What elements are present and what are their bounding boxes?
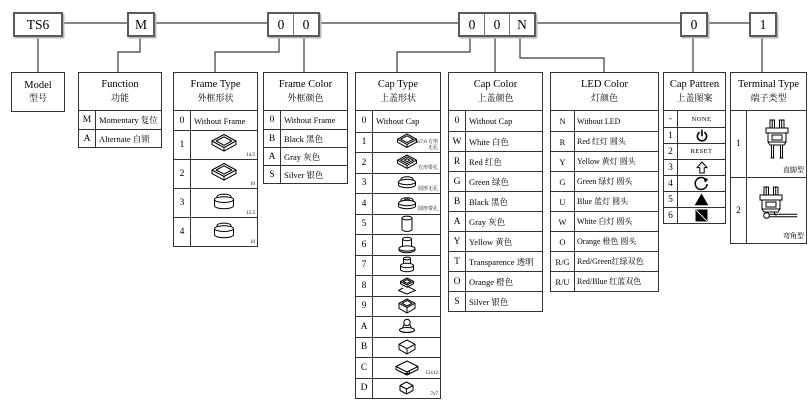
straight-pin-switch-icon: [758, 118, 796, 170]
row-code: N: [551, 111, 575, 131]
row-value: [373, 194, 440, 214]
code-cell: 1: [759, 16, 767, 32]
row-label: Red/Blue 红蓝双色: [577, 277, 642, 286]
table-row: [264, 111, 347, 129]
row-value: [281, 166, 347, 183]
table-title: LED Color: [581, 79, 628, 91]
row-label: Yellow 黄灯 圆头: [577, 157, 636, 166]
row-code: G: [551, 172, 575, 191]
row-value: [747, 111, 806, 177]
row-value: [466, 252, 542, 271]
row-code: 6: [356, 235, 373, 255]
table-header: [449, 73, 542, 111]
row-note: 12x12: [425, 371, 438, 376]
table-row: [449, 211, 542, 231]
row-value: [281, 148, 347, 165]
row-value: [678, 192, 725, 207]
row-code: 2: [731, 178, 747, 243]
row-value: [678, 176, 725, 191]
row-value: [466, 132, 542, 151]
code-cell: 0: [484, 14, 509, 35]
table-row: [356, 132, 440, 153]
table-title: Cap Type: [377, 79, 419, 91]
row-label: Gray 灰色: [284, 151, 321, 162]
cube-cap-icon: [397, 339, 417, 356]
row-value: [575, 192, 658, 211]
code-cell: TS6: [26, 16, 50, 32]
table-row: [264, 129, 347, 147]
row-value: [466, 272, 542, 291]
code-cell: N: [509, 14, 534, 35]
row-code: B: [449, 192, 466, 211]
row-value: [678, 111, 725, 127]
table-subtitle: 上盖形状: [379, 92, 416, 103]
table-row: [356, 152, 440, 173]
row-code: 9: [356, 297, 373, 317]
table-row: [731, 111, 806, 177]
table-row: [264, 165, 347, 183]
table-frame-type: [173, 72, 258, 247]
row-code: S: [264, 166, 281, 183]
row-value: [575, 252, 658, 271]
row-code: R/U: [551, 272, 575, 291]
beveled-cube-cap-icon: [397, 298, 417, 315]
table-row: [174, 130, 257, 159]
table-row: [449, 131, 542, 151]
row-code: 8: [356, 276, 373, 296]
row-note: 10: [250, 239, 255, 245]
row-value: [281, 111, 347, 129]
table-title: Frame Type: [190, 79, 241, 91]
code-box-model: [13, 12, 63, 37]
row-value: [373, 133, 440, 153]
row-label: Silver 银色: [469, 296, 509, 307]
row-code: R: [449, 152, 466, 171]
row-code: 0: [264, 111, 281, 129]
table-row: [664, 127, 725, 143]
row-value: [575, 152, 658, 171]
row-label: Black 黑色: [469, 196, 508, 207]
table-row: [79, 111, 161, 129]
table-header: [731, 73, 806, 111]
table-model: [11, 72, 65, 112]
row-code: S: [449, 292, 466, 311]
table-function: [78, 72, 162, 148]
row-label: Red 红色: [469, 156, 502, 167]
row-value: [466, 212, 542, 231]
row-code: 0: [174, 111, 191, 130]
row-value: [373, 235, 440, 255]
row-label: Orange 橙色 圆头: [577, 237, 637, 246]
row-label: Yellow 黄色: [469, 236, 513, 247]
code-box-frame: [267, 12, 320, 37]
row-code: R/G: [551, 252, 575, 271]
round-cap-hole-icon: [396, 196, 418, 212]
row-note: 14.5: [246, 152, 255, 158]
row-code: 1: [731, 111, 747, 177]
table-row: [551, 251, 658, 271]
row-label: Without LED: [577, 116, 621, 126]
row-label: RESET: [690, 148, 713, 155]
table-row: [449, 111, 542, 131]
table-row: [174, 159, 257, 188]
cylinder-cap-icon: [399, 215, 415, 233]
row-label: Green 绿灯 圆头: [577, 177, 633, 186]
row-note: 12.5: [246, 210, 255, 216]
table-row: [356, 275, 440, 296]
row-value: [191, 218, 257, 246]
row-value: [678, 128, 725, 143]
code-cell: 0: [277, 16, 285, 32]
table-row: [356, 316, 440, 337]
table-row: [449, 251, 542, 271]
table-subtitle: 功能: [110, 92, 129, 103]
row-note: 7.6x7.6 方形无孔: [411, 140, 438, 151]
table-row: [664, 207, 725, 223]
row-code: 5: [664, 192, 678, 207]
row-value: [191, 189, 257, 217]
table-led-color: [550, 72, 659, 292]
row-code: 3: [174, 189, 191, 217]
row-value: [373, 174, 440, 194]
tall-round-cap-icon: [398, 256, 416, 275]
table-row: [551, 131, 658, 151]
row-label: Alternate 自锁: [99, 133, 150, 144]
row-code: -: [664, 111, 678, 127]
table-header: [551, 73, 658, 111]
row-label: Blue 蓝灯 圆头: [577, 197, 629, 206]
square-slash-icon: [695, 209, 708, 222]
row-value: [575, 132, 658, 151]
row-code: W: [551, 212, 575, 231]
row-value: [466, 292, 542, 311]
arrow-up-icon: [696, 161, 708, 174]
row-value: [466, 232, 542, 251]
square-cap-hole-icon: [395, 154, 419, 172]
table-row: [551, 191, 658, 211]
table-row: [664, 191, 725, 207]
row-label: Without Frame: [194, 115, 246, 126]
square-hole-base-cap-icon: [396, 277, 418, 295]
row-note: 圆形无孔: [417, 186, 438, 192]
row-value: [373, 111, 440, 132]
table-row: [551, 271, 658, 291]
row-code: 2: [664, 144, 678, 159]
row-code: 1: [664, 128, 678, 143]
code-cell: 0: [468, 16, 476, 32]
row-label: Without Frame: [284, 115, 336, 125]
table-row: [664, 143, 725, 159]
row-code: A: [264, 148, 281, 165]
row-code: Y: [551, 152, 575, 171]
row-code: O: [449, 272, 466, 291]
row-label: Gray 灰色: [469, 216, 506, 227]
table-subtitle: 上盖图案: [676, 92, 713, 103]
row-label: Momentary 复位: [99, 115, 158, 125]
row-code: 4: [356, 194, 373, 214]
table-row: [551, 211, 658, 231]
row-value: [575, 172, 658, 191]
row-code: A: [449, 212, 466, 231]
rotate-cw-icon: [693, 176, 710, 191]
row-value: [575, 272, 658, 291]
row-code: 4: [664, 176, 678, 191]
table-subtitle: 外框颜色: [287, 92, 324, 103]
row-label: Black 黑色: [284, 133, 323, 144]
row-code: 1: [356, 133, 373, 153]
row-code: 2: [356, 153, 373, 173]
row-code: C: [356, 358, 373, 378]
code-box-cap: [458, 12, 536, 37]
row-code: W: [449, 132, 466, 151]
table-row: [356, 337, 440, 358]
table-frame-color: [263, 72, 348, 184]
table-row: [664, 159, 725, 175]
row-note: 7x7: [430, 391, 438, 397]
row-label: White 白色: [469, 136, 509, 147]
table-row: [356, 111, 440, 132]
row-value: [373, 338, 440, 358]
code-cell: 0: [690, 16, 698, 32]
row-value: [373, 256, 440, 276]
table-cap-pattern: [663, 72, 726, 224]
table-row: [664, 175, 725, 191]
row-note: 圆形带孔: [417, 207, 438, 212]
flat-square-cap-icon: [394, 360, 420, 376]
round-cap-icon: [396, 175, 418, 191]
table-cap-color: [448, 72, 543, 312]
table-row: [449, 271, 542, 291]
row-value: [191, 131, 257, 159]
row-code: G: [449, 172, 466, 191]
table-row: [551, 111, 658, 131]
table-row: [356, 296, 440, 317]
row-value: [373, 297, 440, 317]
row-value: [373, 215, 440, 235]
row-value: [678, 144, 725, 159]
table-header: [356, 73, 440, 111]
table-row: [449, 291, 542, 311]
table-row: [356, 234, 440, 255]
row-label: Green 绿色: [469, 176, 509, 187]
round-frame-icon: [210, 192, 238, 214]
table-row: [79, 129, 161, 147]
table-row: [449, 171, 542, 191]
row-code: R: [551, 132, 575, 151]
code-box-pattern: [680, 12, 708, 37]
table-subtitle: 型号: [28, 93, 47, 104]
row-note: 10: [250, 181, 255, 187]
square-frame-icon: [209, 162, 239, 186]
row-code: B: [264, 130, 281, 147]
row-code: 3: [356, 174, 373, 194]
table-header: [79, 73, 161, 111]
table-row: [551, 151, 658, 171]
table-title: Model: [24, 79, 52, 91]
table-row: [449, 191, 542, 211]
row-code: 6: [664, 208, 678, 223]
table-cap-type: [355, 72, 441, 399]
triangle-icon: [694, 193, 709, 206]
row-code: 3: [664, 160, 678, 175]
table-row: [174, 217, 257, 246]
square-frame-icon: [209, 133, 239, 157]
row-value: [191, 111, 257, 130]
small-cube-cap-icon: [398, 381, 415, 396]
row-code: T: [449, 252, 466, 271]
round-frame-icon: [210, 221, 238, 243]
row-value: [678, 208, 725, 223]
row-value: [281, 130, 347, 147]
row-value: [373, 358, 440, 378]
row-value: [373, 317, 440, 337]
table-subtitle: 端子类型: [750, 92, 787, 103]
cylinder-base-cap-icon: [397, 236, 417, 254]
row-code: 5: [356, 215, 373, 235]
table-row: [551, 231, 658, 251]
row-value: [466, 172, 542, 191]
code-cell: M: [134, 16, 147, 32]
row-label: Silver 银色: [284, 169, 324, 180]
table-row: [356, 357, 440, 378]
row-code: O: [551, 232, 575, 251]
row-code: 0: [356, 111, 373, 132]
row-code: 2: [174, 160, 191, 188]
table-title: Cap Pattren: [669, 79, 720, 91]
table-row: [551, 171, 658, 191]
table-row: [449, 231, 542, 251]
row-code: B: [356, 338, 373, 358]
table-title: Frame Color: [278, 79, 333, 91]
row-code: A: [79, 130, 96, 147]
code-cell: 0: [293, 14, 318, 35]
row-value: [575, 232, 658, 251]
row-code: M: [79, 111, 96, 129]
row-value: [678, 160, 725, 175]
table-row: [174, 188, 257, 217]
table-title: Function: [101, 79, 139, 91]
row-value: [96, 130, 161, 147]
row-value: [373, 153, 440, 173]
round-knob-cap-icon: [397, 318, 417, 336]
row-note: 方形带孔: [417, 166, 438, 171]
row-value: [575, 111, 658, 131]
row-value: [747, 178, 806, 243]
table-header: [174, 73, 257, 111]
table-subtitle: 上盖颜色: [477, 92, 514, 103]
row-value: [373, 276, 440, 296]
table-terminal-type: [730, 72, 807, 244]
table-row: [264, 147, 347, 165]
right-angle-switch-icon: [754, 185, 800, 237]
row-value: [96, 111, 161, 129]
table-row: [449, 151, 542, 171]
row-code: 4: [174, 218, 191, 246]
row-label: NONE: [691, 115, 712, 123]
table-row: [356, 255, 440, 276]
table-row: [356, 173, 440, 194]
table-row: [356, 193, 440, 214]
row-code: Y: [449, 232, 466, 251]
row-label: Red 红灯 圆头: [577, 137, 626, 146]
row-value: [575, 212, 658, 231]
code-box-terminal: [749, 12, 777, 37]
row-value: [466, 111, 542, 131]
row-code: 0: [449, 111, 466, 131]
row-value: [373, 379, 440, 399]
table-row: [356, 214, 440, 235]
power-icon: [695, 129, 709, 143]
row-code: 7: [356, 256, 373, 276]
row-label: Transparence 透明: [469, 256, 534, 267]
table-header: [264, 73, 347, 111]
table-row: [731, 177, 806, 243]
table-title: Terminal Type: [737, 79, 800, 91]
table-subtitle: 灯颜色: [590, 92, 618, 103]
row-code: 1: [174, 131, 191, 159]
row-label: Without Cap: [376, 116, 420, 127]
row-code: D: [356, 379, 373, 399]
table-subtitle: 外框形状: [197, 92, 234, 103]
row-code: U: [551, 192, 575, 211]
table-header: [664, 73, 725, 111]
row-label: Red/Green红绿双色: [577, 257, 644, 266]
row-label: White 白灯 圆头: [577, 217, 633, 226]
row-value: [466, 152, 542, 171]
table-title: Cap Color: [473, 79, 518, 91]
row-value: [191, 160, 257, 188]
code-box-function: [127, 12, 155, 37]
row-code: A: [356, 317, 373, 337]
row-value: [466, 192, 542, 211]
table-row: [174, 111, 257, 130]
table-row: [664, 111, 725, 127]
row-note: 直脚型: [783, 166, 804, 175]
table-header: [12, 73, 64, 111]
row-label: Without Cap: [469, 116, 513, 126]
row-label: Orange 橙色: [469, 276, 514, 287]
row-note: 弯角型: [783, 232, 804, 241]
table-row: [356, 378, 440, 399]
